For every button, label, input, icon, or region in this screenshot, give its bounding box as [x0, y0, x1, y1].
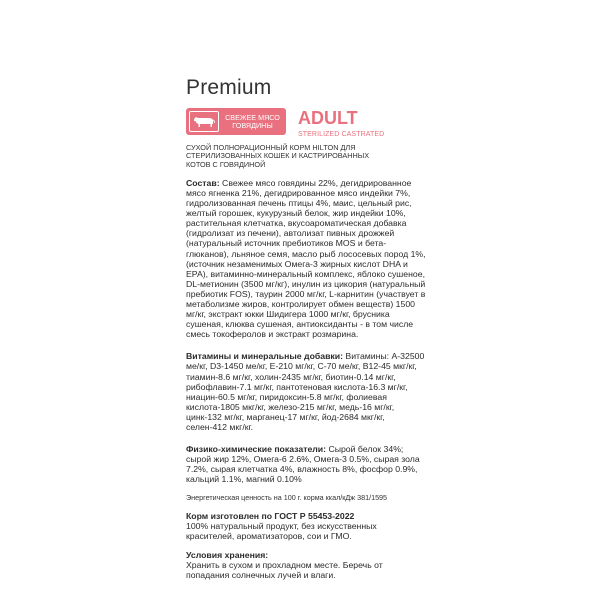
gost-heading: Корм изготовлен по ГОСТ Р 55453-2022	[186, 510, 355, 521]
vitamins-section	[186, 351, 426, 432]
product-description: СУХОЙ ПОЛНОРАЦИОННЫЙ КОРМ HILTON ДЛЯ СТЕРИЛИЗОВАННЫХ КОШЕК И КАСТРИРОВАННЫХ КОТОВ С ГОВЯДИНОЙ	[186, 143, 370, 169]
package-label	[186, 76, 426, 580]
physchem-text: Сырой белок 34%; сырой жир 12%, Омега-6 2.6%, Омега-3 0.5%, сырая зола 7.2%, сырая клетчатка 4%, влажность 8%, фосфор 0.9%, кальций 1.1%, магний 0.10%	[186, 444, 420, 485]
age-block	[298, 108, 384, 139]
energy-value: Энергетическая ценность на 100 г. корма ккал/кДж 381/1595	[186, 492, 388, 502]
physchem-heading: Физико-химические показатели:	[186, 444, 327, 455]
composition-section	[186, 178, 426, 340]
storage-heading: Условия хранения:	[186, 549, 269, 560]
composition-text: Свежее мясо говядины 22%, дегидрированное мясо ягненка 21%, дегидрированное мясо индейки 7%, гидролизованная печень птицы 4%, маис, цельный рис, желтый горошек, кукурузный белок, жир индейки 10%, растительная клетчатка, вкусоароматическая добавка (гидролизат из печени), автолизат пивных дрожжей (натуральный источник пребиотиков MOS и бета-глюканов), льняное семя, масло рыб лососевых пород 1%, (источник незаменимых Омега-3 жирных кислот DHA и EPA), витаминно-минеральный комплекс, яблоко сушеное, DL-метионин (3500 мг/кг), инулин из цикория (натуральный пребиотик FOS), таурин 2000 мг/кг, L-карнитин (участвует в метаболизме жиров, контролирует обмен веществ) 1500 мг/кг, экстракт юкки Шидигера 1000 мг/кг, брусника сушеная, клюква сушеная, антиоксиданты - в том числе смесь токоферолов и экстракт розмарина.	[186, 177, 426, 340]
composition-heading: Состав:	[186, 177, 220, 188]
cow-icon	[189, 111, 219, 132]
gost-section	[186, 511, 426, 541]
vitamins-heading: Витамины и минеральные добавки:	[186, 351, 343, 362]
fresh-meat-badge	[186, 108, 286, 135]
header-row	[186, 108, 426, 139]
badge-label: СВЕЖЕЕ МЯСО ГОВЯДИНЫ	[225, 112, 280, 130]
storage-text: Хранить в сухом и прохладном месте. Беречь от попадания солнечных лучей и влаги.	[186, 559, 383, 580]
storage-section	[186, 550, 426, 580]
age-subtitle: STERILIZED CASTRATED	[298, 131, 385, 138]
vitamins-text: Витамины: А-32500 ме/кг, D3-1450 ме/кг, Е-210 мг/кг, С-70 ме/кг, В12-45 мкг/кг, тиамин-8.6 мг/кг, холин-2435 мг/кг, биотин-0.14 мг/кг, рибофлавин-7.1 мг/кг, пантотеновая кислота-16.3 мг/кг, ниацин-60.5 мг/кг, пиридоксин-5.8 мг/кг, фолиевая кислота-1805 мкг/кг, железо-215 мг/кг, медь-16 мг/кг, цинк-132 мг/кг, марганец-17 мг/кг, йод-2684 мкг/кг, селен-412 мкг/кг.	[186, 351, 425, 433]
age-title: ADULT	[298, 108, 358, 128]
brand-title: Premium	[186, 76, 272, 99]
gost-text: 100% натуральный продукт, без искусственных красителей, ароматизаторов, сои и ГМО.	[186, 520, 377, 541]
physchem-section	[186, 444, 426, 484]
